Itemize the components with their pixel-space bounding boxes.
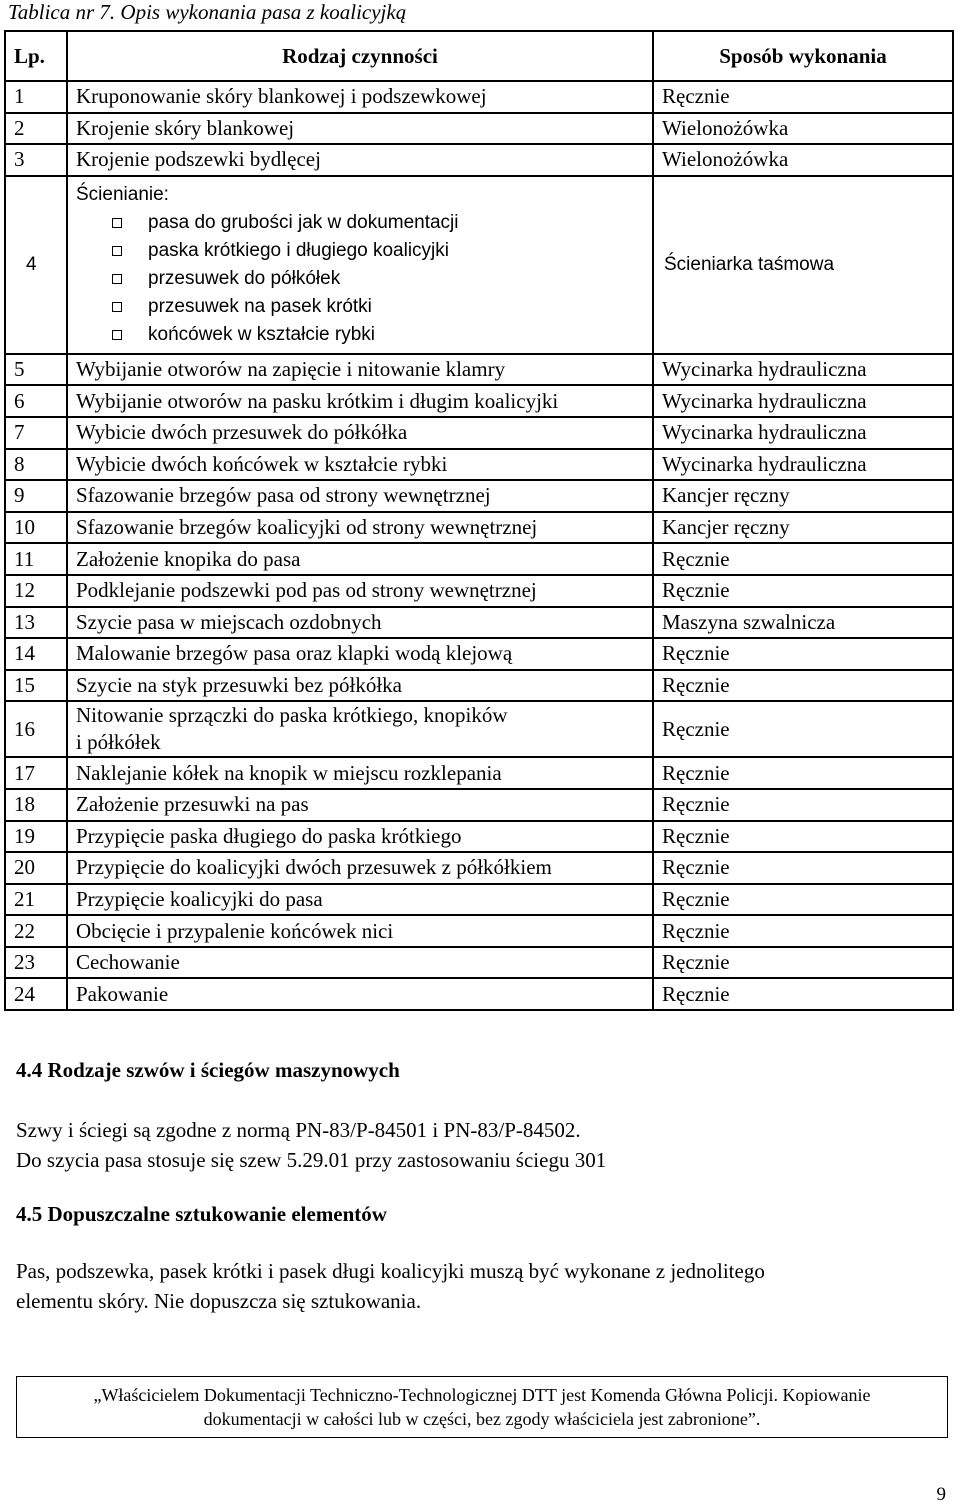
row-number: 10	[5, 512, 67, 544]
subitem	[76, 293, 644, 321]
row-activity	[67, 543, 653, 575]
row-method: Kancjer ręczny	[653, 512, 953, 544]
table-row	[5, 947, 953, 979]
table-row	[5, 543, 953, 575]
checkbox-bullet-icon	[112, 274, 122, 284]
activity-text-line-2: i półkółek	[76, 730, 161, 755]
table-row	[5, 176, 953, 354]
activity-text: Przypięcie koalicyjki do pasa	[76, 886, 323, 911]
header-activity: Rodzaj czynności	[67, 31, 653, 81]
subitem-label: pasa do grubości jak w dokumentacji	[148, 211, 459, 233]
table-row	[5, 417, 953, 449]
row-number: 9	[5, 480, 67, 512]
table-row	[5, 884, 953, 916]
activity-text: Szycie na styk przesuwki bez półkółka	[76, 673, 402, 698]
checkbox-bullet-icon	[112, 218, 122, 228]
row-method: Ręcznie	[653, 789, 953, 821]
table-row	[5, 480, 953, 512]
row-method: Ręcznie	[653, 852, 953, 884]
table-row	[5, 821, 953, 853]
row-number: 5	[5, 354, 67, 386]
section-4-4-line-2: Do szycia pasa stosuje się szew 5.29.01 przy zastosowaniu ściegu 301	[16, 1148, 607, 1172]
row-method: Ręcznie	[653, 543, 953, 575]
section-4-5-line-2: elementu skóry. Nie dopuszcza się sztukowania.	[16, 1289, 422, 1313]
row-number: 23	[5, 947, 67, 979]
activity-text: Przypięcie paska długiego do paska krótkiego	[76, 823, 462, 848]
page-number: 9	[936, 1484, 946, 1505]
row-method: Ręcznie	[653, 947, 953, 979]
row-number: 18	[5, 789, 67, 821]
activity-text: Kruponowanie skóry blankowej i podszewkowej	[76, 84, 487, 109]
subitem	[76, 265, 644, 293]
table-row	[5, 385, 953, 417]
subitem-label: przesuwek na pasek krótki	[148, 295, 372, 317]
row-number: 12	[5, 575, 67, 607]
ownership-footer	[16, 1376, 948, 1438]
activity-text: Szycie pasa w miejscach ozdobnych	[76, 609, 382, 634]
activity-text: Ścienianie:	[76, 183, 169, 205]
subitem-label: paska krótkiego i długiego koalicyjki	[148, 239, 449, 261]
row-activity	[67, 449, 653, 481]
table-row	[5, 852, 953, 884]
section-4-4-heading: 4.4 Rodzaje szwów i ściegów maszynowych	[16, 1058, 400, 1082]
row-method: Ręcznie	[653, 915, 953, 947]
table-row	[5, 81, 953, 113]
row-activity	[67, 385, 653, 417]
table-caption: Tablica nr 7. Opis wykonania pasa z koalicyjką	[8, 0, 407, 24]
row-number: 11	[5, 543, 67, 575]
row-number: 2	[5, 113, 67, 145]
row-number: 16	[5, 701, 67, 757]
row-method: Ręcznie	[653, 701, 953, 757]
row-method: Ręcznie	[653, 978, 953, 1010]
row-activity	[67, 978, 653, 1010]
footer-line-2: dokumentacji w całości lub w części, bez zgody właściciela jest zabronione”.	[203, 1409, 761, 1429]
row-activity	[67, 417, 653, 449]
subitem-label: końcówek w kształcie rybki	[148, 323, 376, 345]
checkbox-bullet-icon	[112, 330, 122, 340]
row-activity	[67, 113, 653, 145]
checkbox-bullet-icon	[112, 246, 122, 256]
row-activity	[67, 670, 653, 702]
row-method: Ręcznie	[653, 821, 953, 853]
row-method: Wycinarka hydrauliczna	[653, 354, 953, 386]
subitem-list	[76, 209, 644, 349]
row-method: Maszyna szwalnicza	[653, 607, 953, 639]
row-method: Wielonożówka	[653, 144, 953, 176]
row-activity	[67, 915, 653, 947]
row-activity	[67, 480, 653, 512]
row-number: 4	[5, 176, 67, 354]
row-activity	[67, 512, 653, 544]
row-number: 8	[5, 449, 67, 481]
row-number: 15	[5, 670, 67, 702]
subitem-label: przesuwek do półkółek	[148, 267, 341, 289]
row-method: Ręcznie	[653, 638, 953, 670]
table-row	[5, 670, 953, 702]
row-activity	[67, 757, 653, 789]
row-method: Wycinarka hydrauliczna	[653, 417, 953, 449]
activity-text: Założenie knopika do pasa	[76, 546, 301, 571]
row-activity	[67, 575, 653, 607]
section-4-5-line-1: Pas, podszewka, pasek krótki i pasek długi koalicyjki muszą być wykonane z jednolitego	[16, 1259, 765, 1283]
row-number: 20	[5, 852, 67, 884]
row-activity	[67, 176, 653, 354]
row-number: 14	[5, 638, 67, 670]
table-row	[5, 575, 953, 607]
row-method: Wycinarka hydrauliczna	[653, 449, 953, 481]
row-activity	[67, 884, 653, 916]
activity-text: Malowanie brzegów pasa oraz klapki wodą klejową	[76, 641, 513, 666]
subitem	[76, 237, 644, 265]
row-activity	[67, 144, 653, 176]
row-number: 7	[5, 417, 67, 449]
section-4-4-line-1: Szwy i ściegi są zgodne z normą PN-83/P-84501 i PN-83/P-84502.	[16, 1118, 581, 1142]
activity-text: Wybicie dwóch przesuwek do półkółka	[76, 420, 408, 445]
activity-text: Przypięcie do koalicyjki dwóch przesuwek z półkółkiem	[76, 855, 552, 880]
activity-text: Pakowanie	[76, 981, 169, 1006]
subitem	[76, 209, 644, 237]
row-number: 17	[5, 757, 67, 789]
table-row	[5, 701, 953, 757]
table-row	[5, 449, 953, 481]
row-method: Ręcznie	[653, 81, 953, 113]
table-row	[5, 607, 953, 639]
footer-line-1: „Właścicielem Dokumentacji Techniczno-Technologicznej DTT jest Komenda Główna Policji. Kopiowanie	[93, 1385, 871, 1405]
header-lp: Lp.	[5, 31, 67, 81]
row-method: Ręcznie	[653, 884, 953, 916]
row-number: 24	[5, 978, 67, 1010]
row-method: Wycinarka hydrauliczna	[653, 385, 953, 417]
row-method: Kancjer ręczny	[653, 480, 953, 512]
row-activity	[67, 821, 653, 853]
row-number: 3	[5, 144, 67, 176]
row-activity	[67, 638, 653, 670]
row-number: 22	[5, 915, 67, 947]
activity-text: Wybicie dwóch końcówek w kształcie rybki	[76, 451, 448, 476]
row-activity	[67, 354, 653, 386]
row-method: Ścieniarka taśmowa	[653, 176, 953, 354]
row-activity	[67, 852, 653, 884]
row-number: 21	[5, 884, 67, 916]
operations-table	[4, 30, 954, 1011]
table-row	[5, 512, 953, 544]
activity-text: Sfazowanie brzegów pasa od strony wewnętrznej	[76, 483, 491, 508]
table-row	[5, 113, 953, 145]
row-number: 6	[5, 385, 67, 417]
table-row	[5, 757, 953, 789]
activity-text: Założenie przesuwki na pas	[76, 792, 309, 817]
activity-text: Krojenie skóry blankowej	[76, 115, 295, 140]
row-number: 19	[5, 821, 67, 853]
activity-text: Sfazowanie brzegów koalicyjki od strony wewnętrznej	[76, 515, 538, 540]
activity-text: Wybijanie otworów na pasku krótkim i długim koalicyjki	[76, 388, 559, 413]
section-4-5-text	[16, 1256, 765, 1316]
checkbox-bullet-icon	[112, 302, 122, 312]
activity-text: Obcięcie i przypalenie końcówek nici	[76, 918, 394, 943]
row-method: Wielonożówka	[653, 113, 953, 145]
activity-text: Nitowanie sprzączki do paska krótkiego, knopików	[76, 703, 508, 728]
table-row	[5, 354, 953, 386]
section-4-5-heading: 4.5 Dopuszczalne sztukowanie elementów	[16, 1202, 387, 1226]
table-row	[5, 144, 953, 176]
row-method: Ręcznie	[653, 575, 953, 607]
row-method: Ręcznie	[653, 757, 953, 789]
row-activity	[67, 607, 653, 639]
table-header-row	[5, 31, 953, 81]
table-row	[5, 978, 953, 1010]
row-activity	[67, 81, 653, 113]
subitem	[76, 321, 644, 349]
section-4-4-text	[16, 1115, 606, 1175]
activity-text: Wybijanie otworów na zapięcie i nitowanie klamry	[76, 357, 506, 382]
table-row	[5, 638, 953, 670]
row-activity	[67, 701, 653, 757]
activity-text: Cechowanie	[76, 950, 180, 975]
activity-text: Naklejanie kółek na knopik w miejscu rozklepania	[76, 760, 502, 785]
row-activity	[67, 947, 653, 979]
row-method: Ręcznie	[653, 670, 953, 702]
row-activity	[67, 789, 653, 821]
header-method: Sposób wykonania	[653, 31, 953, 81]
table-row	[5, 915, 953, 947]
table-row	[5, 789, 953, 821]
activity-text: Podklejanie podszewki pod pas od strony wewnętrznej	[76, 578, 537, 603]
row-number: 13	[5, 607, 67, 639]
activity-text: Krojenie podszewki bydlęcej	[76, 147, 321, 172]
row-number: 1	[5, 81, 67, 113]
table-body	[5, 81, 953, 1010]
